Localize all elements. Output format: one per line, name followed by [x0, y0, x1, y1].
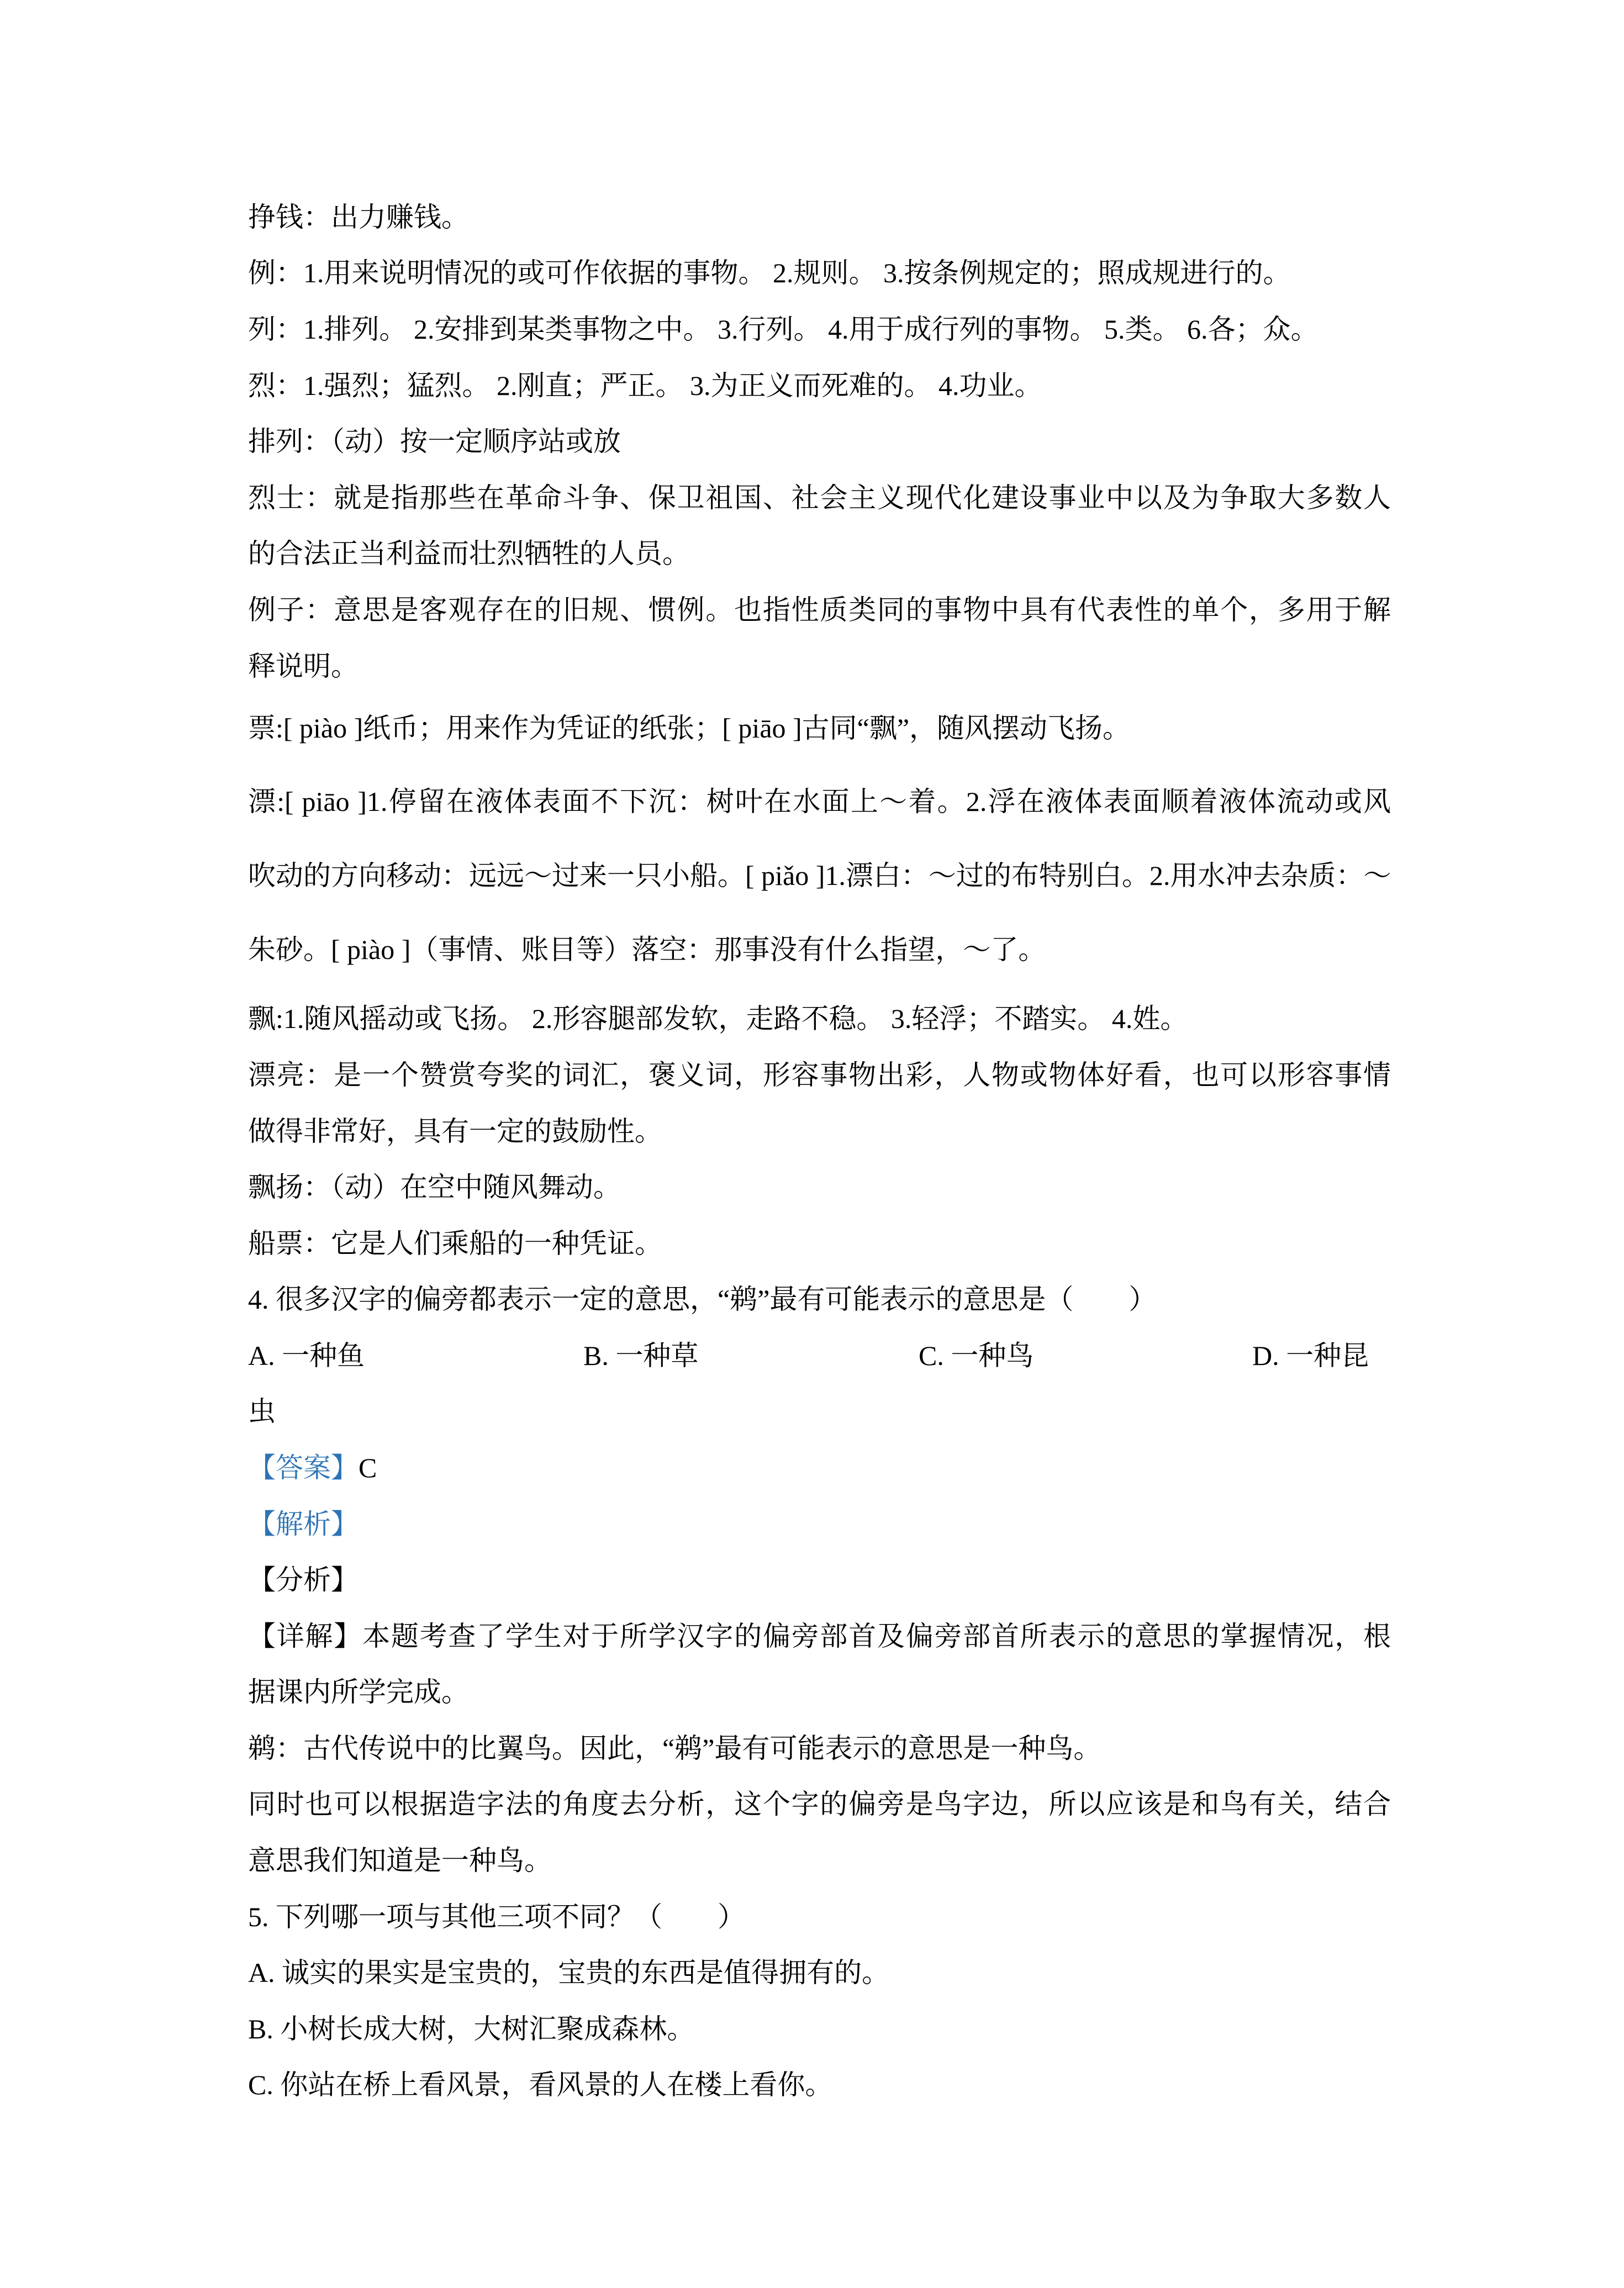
option-b: B. 小树长成大树，大树汇聚成森林。	[248, 2013, 695, 2044]
option-a: A. 一种鱼	[248, 1340, 365, 1371]
text-line: 朱砂。[ piào ]（事情、账目等）落空：那事没有什么指望，～了。	[248, 934, 1046, 965]
option-c: C. 一种鸟	[919, 1340, 1034, 1371]
text-line: 鹈：古代传说中的比翼鸟。因此，“鹈”最有可能表示的意思是一种鸟。	[248, 1733, 1101, 1764]
text-line: 飘扬：（动）在空中随风舞动。	[248, 1172, 621, 1203]
text-line: 释说明。	[248, 651, 358, 682]
question-4-stem: 4. 很多汉字的偏旁都表示一定的意思，“鹈”最有可能表示的意思是（ ）	[248, 1284, 1157, 1315]
text-line: 排列：（动）按一定顺序站或放	[248, 426, 621, 457]
text-line: 漂:[ piāo ]1.停留在液体表面不下沉：树叶在水面上～着。2.浮在液体表面顺着液体流动或风	[248, 786, 1391, 817]
text-line: 飘:1.随风摇动或飞扬。 2.形容腿部发软，走路不稳。 3.轻浮；不踏实。 4.姓。	[248, 1003, 1188, 1034]
text-line: 票:[ piào ]纸币；用来作为凭证的纸张；[ piāo ]古同“飘”，随风摆动飞扬。	[248, 713, 1131, 744]
answer-value: C	[358, 1452, 377, 1483]
fenxi-label: 【分析】	[248, 1564, 358, 1595]
option-a: A. 诚实的果实是宝贵的，宝贵的东西是值得拥有的。	[248, 1957, 890, 1988]
option-b: B. 一种草	[583, 1340, 699, 1371]
option-d: D. 一种昆	[1252, 1340, 1369, 1371]
text-line: 挣钱：出力赚钱。	[248, 202, 469, 233]
text-line: 列：1.排列。 2.安排到某类事物之中。 3.行列。 4.用于成行列的事物。 5.类。 6.各；众。	[248, 314, 1319, 345]
answer-line	[248, 1448, 1391, 1487]
answer-label: 【答案】	[248, 1452, 358, 1483]
text-line: 例子：意思是客观存在的旧规、惯例。也指性质类同的事物中具有代表性的单个，多用于解	[248, 594, 1391, 625]
text-line: 漂亮：是一个赞赏夸奖的词汇，褒义词，形容事物出彩，人物或物体好看，也可以形容事情	[248, 1059, 1391, 1090]
text-line: 的合法正当利益而壮烈牺牲的人员。	[248, 538, 690, 569]
text-line: 意思我们知道是一种鸟。	[248, 1845, 552, 1876]
option-c: C. 你站在桥上看风景，看风景的人在楼上看你。	[248, 2069, 833, 2100]
text-line: 据课内所学完成。	[248, 1677, 469, 1707]
question-5-stem: 5. 下列哪一项与其他三项不同？（ ）	[248, 1901, 745, 1932]
text-line: 烈：1.强烈；猛烈。 2.刚直；严正。 3.为正义而死难的。 4.功业。	[248, 370, 1042, 401]
text-line: 吹动的方向移动：远远～过来一只小船。[ piǎo ]1.漂白：～过的布特别白。2.用水冲去杂质：～	[248, 860, 1391, 891]
text-line: 同时也可以根据造字法的角度去分析，这个字的偏旁是鸟字边，所以应该是和鸟有关，结合	[248, 1789, 1391, 1820]
text-line: 船票：它是人们乘船的一种凭证。	[248, 1228, 662, 1259]
option-d-wrap: 虫	[248, 1396, 276, 1427]
text-line: 例：1.用来说明情况的或可作依据的事物。 2.规则。 3.按条例规定的；照成规进行的。	[248, 257, 1291, 288]
text-line: 做得非常好，具有一定的鼓励性。	[248, 1116, 662, 1147]
analysis-label: 【解析】	[248, 1509, 358, 1540]
text-line: 烈士：就是指那些在革命斗争、保卫祖国、社会主义现代化建设事业中以及为争取大多数人	[248, 482, 1391, 513]
text-line: 【详解】本题考查了学生对于所学汉字的偏旁部首及偏旁部首所表示的意思的掌握情况，根	[248, 1621, 1391, 1652]
